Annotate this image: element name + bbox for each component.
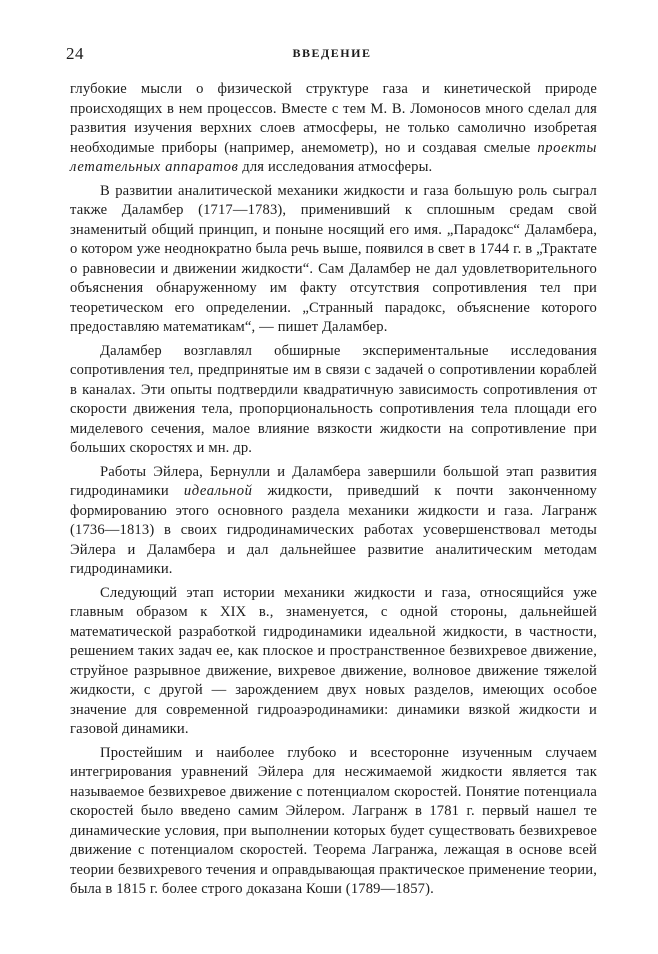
paragraph-6 (70, 744, 597, 900)
paragraph-5-text: Следующий этап истории механики жидкости и газа, относящийся уже главным образом к XIX в., знаменуется, с одной стороны, дальнейшей математической разработкой гидродинамики идеальной жидкости, в частности, решением таких задач ее, как плоское и пространственное безвихревое движение, струйное разрывное движение, вихревое движение, волновое движение тяжелой жидкости, с другой — зарождением двух новых разделов, имеющих особое значение для современной гидроаэродинамики: динамики вязкой жидкости и газовой динамики. (70, 584, 597, 737)
paragraph-1-text-end: для исследования атмосферы. (238, 159, 433, 175)
paragraph-4-text-end: жидкости, приведший к почти законченному формированию этого основного раздела механики жидкости и газа. Лагранж (1736—1813) в своих гидродинамических работах усовершенствовал методы Эйлера и Даламбера и дал дальнейшее развитие аналитическим методам гидродинамики. (70, 483, 597, 577)
paragraph-4-text: Работы Эйлера, Бернулли и Даламбера завершили большой этап развития гидродинамики (70, 463, 597, 499)
running-title: ВВЕДЕНИЕ (292, 46, 372, 60)
paragraph-1 (70, 80, 597, 178)
paragraph-6-text: Простейшим и наиболее глубоко и всесторонне изученным случаем интегрирования уравнений Эйлера для несжимаемой жидкости является так называемое безвихревое движение с потенциалом скоростей. Понятие потенциала скоростей было введено самим Эйлером. Лагранж в 1781 г. первый нашел те динамические условия, при выполнении которых будет существовать безвихревое движение с потенциалом скоростей. Теорема Лагранжа, лежащая в основе всей теории безвихревого течения и оправдывающая практическое применение теории, была в 1815 г. более строго доказана Коши (1789—1857). (70, 744, 597, 897)
page-number: 24 (66, 44, 84, 63)
page-header (66, 44, 598, 68)
paragraph-4 (70, 463, 597, 580)
paragraph-1-emphasis: проекты летательных аппаратов (70, 139, 597, 175)
body-text (70, 80, 597, 900)
paragraph-3 (70, 342, 597, 459)
paragraph-3-text: Даламбер возглавлял обширные экспериментальные исследования сопротивления тел, предпринятые им в связи с задачей о сопротивлении кораблей в каналах. Эти опыты подтвердили квадратичную зависимость сопротивления от скорости движения тела, пропорциональность сопротивления тела площади его миделевого сечения, малое влияние вязкости жидкости на сопротивление при больших скоростях и мн. др. (70, 342, 597, 456)
paragraph-2-text: В развитии аналитической механики жидкости и газа большую роль сыграл также Даламбер (1717—1783), применивший к сплошным средам свой знаменитый общий принцип, и поныне носящий его имя. „Парадокс“ Даламбера, о котором уже неоднократно была речь выше, появился в свет в 1744 г. в „Трактате о равновесии и движении жидкости“. Сам Даламбер не дал удовлетворительного объяснения обнаруженному им факту отсутствия сопротивления тел при теоретическом его определении. „Странный парадокс, объяснение которого предоставляю математикам“, — пишет Даламбер. (70, 182, 597, 335)
paragraph-2 (70, 182, 597, 338)
paragraph-5 (70, 584, 597, 740)
paragraph-1-text: глубокие мысли о физической структуре газа и кинетической природе происходящих в нем процессов. Вместе с тем М. В. Ломоносов много сделал для развития изучения верхних слоев атмосферы, не только самолично изобретая необходимые приборы (например, анемометр), но и создавая смелые (70, 81, 597, 156)
paragraph-4-emphasis: идеальной (183, 483, 253, 499)
